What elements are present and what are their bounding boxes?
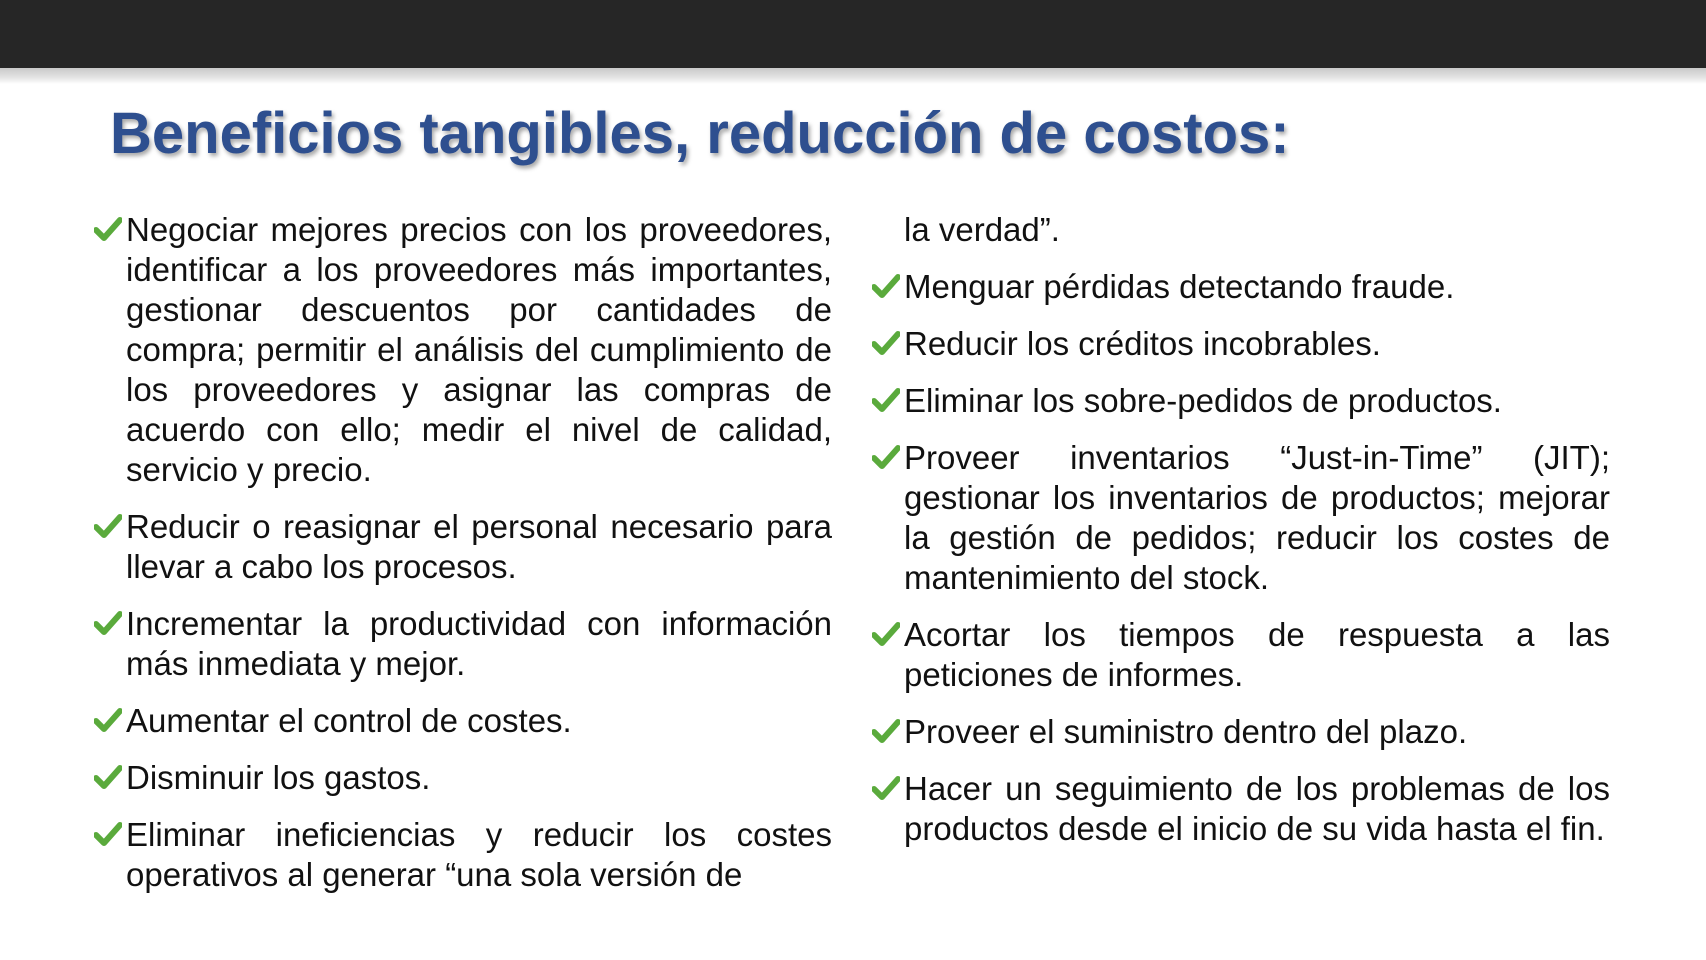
checkmark-icon — [872, 718, 900, 744]
left-bullet-item — [92, 604, 832, 684]
bullet-continuation: la verdad”. — [904, 211, 1060, 248]
checkmark-icon — [872, 330, 900, 356]
checkmark-icon — [872, 621, 900, 647]
bullet-text: Disminuir los gastos. — [126, 759, 431, 796]
bullet-text: Acortar los tiempos de respuesta a las peticiones de informes. — [904, 616, 1610, 693]
left-bullet-item — [92, 210, 832, 490]
right-bullet-item — [870, 324, 1610, 364]
bullet-text: Hacer un seguimiento de los problemas de los productos desde el inicio de su vida hasta el fin. — [904, 770, 1610, 847]
checkmark-icon — [872, 775, 900, 801]
left-bullet-item — [92, 815, 832, 895]
right-bullet-item — [870, 769, 1610, 849]
checkmark-icon — [94, 707, 122, 733]
checkmark-icon — [94, 216, 122, 242]
right-column — [870, 210, 1610, 910]
header-shadow — [0, 68, 1706, 84]
right-bullet-list — [870, 267, 1610, 849]
bullet-text: Reducir o reasignar el personal necesario para llevar a cabo los procesos. — [126, 508, 832, 585]
right-bullet-item — [870, 438, 1610, 598]
bullet-text: Negociar mejores precios con los proveedores, identificar a los proveedores más importantes, gestionar descuentos por cantidades de compra; permitir el análisis del cumplimiento de los proveedores y asignar las compras de acuerdo con ello; medir el nivel de calidad, servicio y precio. — [126, 211, 832, 488]
checkmark-icon — [872, 387, 900, 413]
left-bullet-item — [92, 507, 832, 587]
bullet-text: Eliminar los sobre-pedidos de productos. — [904, 382, 1502, 419]
checkmark-icon — [94, 513, 122, 539]
header-bar — [0, 0, 1706, 68]
right-bullet-item — [870, 267, 1610, 307]
left-bullet-list — [92, 210, 832, 895]
left-column — [92, 210, 832, 960]
bullet-text: Menguar pérdidas detectando fraude. — [904, 268, 1455, 305]
left-bullet-item — [92, 701, 832, 741]
checkmark-icon — [872, 273, 900, 299]
bullet-text: Proveer el suministro dentro del plazo. — [904, 713, 1468, 750]
slide-title: Beneficios tangibles, reducción de costos: — [110, 101, 1290, 166]
checkmark-icon — [94, 764, 122, 790]
checkmark-icon — [872, 444, 900, 470]
bullet-text: Incrementar la productividad con información más inmediata y mejor. — [126, 605, 832, 682]
bullet-text: Reducir los créditos incobrables. — [904, 325, 1381, 362]
right-bullet-item — [870, 615, 1610, 695]
bullet-text: Eliminar ineficiencias y reducir los costes operativos al generar “una sola versión de — [126, 816, 832, 893]
right-bullet-item — [870, 712, 1610, 752]
right-bullet-item — [870, 381, 1610, 421]
checkmark-icon — [94, 821, 122, 847]
bullet-text: Aumentar el control de costes. — [126, 702, 572, 739]
bullet-text: Proveer inventarios “Just-in-Time” (JIT); gestionar los inventarios de productos; mejorar la gestión de pedidos; reducir los costes de mantenimiento del stock. — [904, 439, 1610, 596]
left-bullet-item — [92, 758, 832, 798]
checkmark-icon — [94, 610, 122, 636]
